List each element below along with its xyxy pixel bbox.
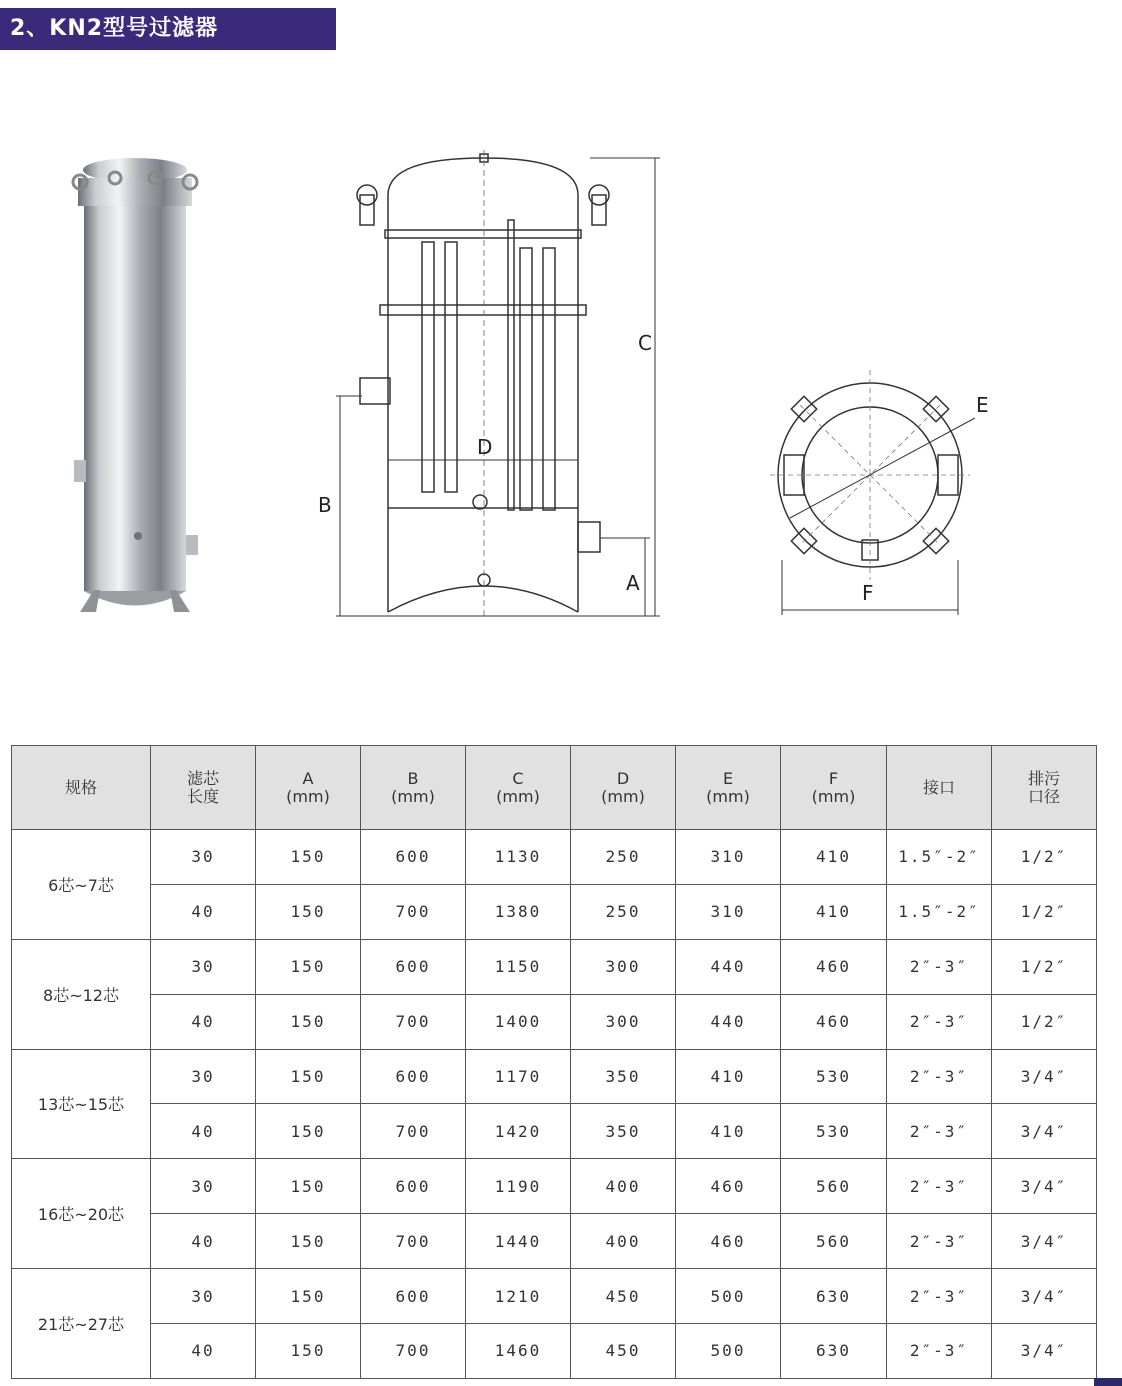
table-cell: 530 <box>781 1104 887 1159</box>
table-cell: 40 <box>151 1214 256 1269</box>
table-cell: 150 <box>256 1049 361 1104</box>
table-header-cell <box>466 746 571 830</box>
table-cell: 1130 <box>466 830 571 885</box>
table-cell: 450 <box>571 1324 676 1379</box>
table-cell: 150 <box>256 939 361 994</box>
table-cell: 3/4″ <box>992 1104 1097 1159</box>
table-cell: 450 <box>571 1269 676 1324</box>
table-header-row <box>12 746 1097 830</box>
table-cell: 700 <box>361 884 466 939</box>
table-cell: 2″-3″ <box>887 994 992 1049</box>
page-title: 2、KN2型号过滤器 <box>0 8 336 50</box>
table-cell: 150 <box>256 994 361 1049</box>
table-cell: 40 <box>151 1104 256 1159</box>
table-cell: 3/4″ <box>992 1269 1097 1324</box>
table-cell: 40 <box>151 1324 256 1379</box>
product-photo <box>60 150 210 620</box>
page-corner-mark <box>1094 1378 1122 1386</box>
table-cell: 1/2″ <box>992 994 1097 1049</box>
table-cell: 30 <box>151 939 256 994</box>
spec-group-cell: 13芯~15芯 <box>12 1049 151 1159</box>
header-label: 规格 <box>64 777 97 797</box>
table-cell: 3/4″ <box>992 1214 1097 1269</box>
table-cell: 2″-3″ <box>887 1214 992 1269</box>
table-cell: 1.5″-2″ <box>887 884 992 939</box>
table-cell: 3/4″ <box>992 1159 1097 1214</box>
table-cell: 2″-3″ <box>887 1269 992 1324</box>
table-cell: 30 <box>151 1269 256 1324</box>
spec-group-cell: 8芯~12芯 <box>12 939 151 1049</box>
table-cell: 1170 <box>466 1049 571 1104</box>
header-label: B <box>407 768 419 788</box>
dimension-label-e: E <box>976 393 989 417</box>
table-cell: 410 <box>676 1104 781 1159</box>
table-cell: 1380 <box>466 884 571 939</box>
table-row <box>12 994 1097 1049</box>
table-cell: 1400 <box>466 994 571 1049</box>
header-label: 滤芯长度 <box>186 768 219 806</box>
table-row <box>12 939 1097 994</box>
table-cell: 350 <box>571 1049 676 1104</box>
table-cell: 150 <box>256 1324 361 1379</box>
table-cell: 1440 <box>466 1214 571 1269</box>
table-cell: 600 <box>361 939 466 994</box>
header-label: E <box>722 768 734 788</box>
table-cell: 700 <box>361 1324 466 1379</box>
table-cell: 3/4″ <box>992 1049 1097 1104</box>
spec-group-cell: 16芯~20芯 <box>12 1159 151 1269</box>
spec-group-cell: 6芯~7芯 <box>12 830 151 940</box>
table-cell: 600 <box>361 830 466 885</box>
header-unit: (mm) <box>496 786 540 806</box>
table-cell: 2″-3″ <box>887 939 992 994</box>
table-cell: 630 <box>781 1324 887 1379</box>
table-cell: 1150 <box>466 939 571 994</box>
table-cell: 150 <box>256 830 361 885</box>
table-cell: 460 <box>676 1214 781 1269</box>
table-cell: 460 <box>676 1159 781 1214</box>
table-header-cell <box>12 746 151 830</box>
header-unit: (mm) <box>811 786 856 806</box>
table-cell: 630 <box>781 1269 887 1324</box>
table-cell: 350 <box>571 1104 676 1159</box>
table-cell: 300 <box>571 994 676 1049</box>
table-cell: 250 <box>571 830 676 885</box>
table-row <box>12 1159 1097 1214</box>
table-cell: 40 <box>151 884 256 939</box>
spec-table <box>11 745 1097 1379</box>
header-unit: (mm) <box>601 786 645 806</box>
header-label: D <box>616 768 630 788</box>
table-row <box>12 830 1097 885</box>
table-header-cell <box>361 746 466 830</box>
table-cell: 500 <box>676 1269 781 1324</box>
table-row <box>12 1104 1097 1159</box>
header-unit: (mm) <box>706 786 750 806</box>
dimension-label-f: F <box>862 581 874 605</box>
table-row <box>12 1269 1097 1324</box>
table-cell: 310 <box>676 830 781 885</box>
table-header-cell <box>887 746 992 830</box>
table-cell: 560 <box>781 1159 887 1214</box>
table-cell: 410 <box>781 830 887 885</box>
table-cell: 1460 <box>466 1324 571 1379</box>
table-cell: 1/2″ <box>992 830 1097 885</box>
table-cell: 400 <box>571 1159 676 1214</box>
table-cell: 1.5″-2″ <box>887 830 992 885</box>
front-elevation-diagram <box>300 150 680 630</box>
table-cell: 1/2″ <box>992 884 1097 939</box>
table-cell: 560 <box>781 1214 887 1269</box>
table-cell: 2″-3″ <box>887 1104 992 1159</box>
table-cell: 700 <box>361 994 466 1049</box>
table-cell: 30 <box>151 1159 256 1214</box>
table-cell: 700 <box>361 1214 466 1269</box>
header-label: F <box>828 768 839 788</box>
table-cell: 150 <box>256 1269 361 1324</box>
table-cell: 300 <box>571 939 676 994</box>
header-label: C <box>512 768 524 788</box>
table-cell: 1210 <box>466 1269 571 1324</box>
table-cell: 1/2″ <box>992 939 1097 994</box>
header-label: A <box>302 768 314 788</box>
table-cell: 30 <box>151 830 256 885</box>
table-header-cell <box>256 746 361 830</box>
table-header-cell <box>676 746 781 830</box>
table-body <box>12 830 1097 1379</box>
table-cell: 150 <box>256 1159 361 1214</box>
dimension-label-c: C <box>638 331 652 355</box>
table-cell: 2″-3″ <box>887 1049 992 1104</box>
table-cell: 3/4″ <box>992 1324 1097 1379</box>
table-cell: 600 <box>361 1159 466 1214</box>
table-row <box>12 1049 1097 1104</box>
dimension-label-d: D <box>477 435 493 459</box>
table-header-cell <box>781 746 887 830</box>
table-cell: 150 <box>256 884 361 939</box>
top-view-diagram <box>760 360 1020 630</box>
table-cell: 150 <box>256 1214 361 1269</box>
table-header-cell <box>571 746 676 830</box>
header-label: 接口 <box>922 777 955 797</box>
table-cell: 410 <box>676 1049 781 1104</box>
dimension-label-b: B <box>318 493 332 517</box>
table-cell: 440 <box>676 939 781 994</box>
header-label: 排污口径 <box>1027 768 1060 806</box>
table-cell: 500 <box>676 1324 781 1379</box>
table-row <box>12 1214 1097 1269</box>
table-cell: 1190 <box>466 1159 571 1214</box>
table-row <box>12 1324 1097 1379</box>
table-cell: 460 <box>781 939 887 994</box>
table-cell: 400 <box>571 1214 676 1269</box>
header-unit: (mm) <box>391 786 435 806</box>
table-cell: 30 <box>151 1049 256 1104</box>
table-cell: 1420 <box>466 1104 571 1159</box>
table-cell: 530 <box>781 1049 887 1104</box>
header-unit: (mm) <box>286 786 330 806</box>
table-cell: 440 <box>676 994 781 1049</box>
table-cell: 700 <box>361 1104 466 1159</box>
table-row <box>12 884 1097 939</box>
table-cell: 2″-3″ <box>887 1324 992 1379</box>
dimension-label-a: A <box>626 571 640 595</box>
table-cell: 250 <box>571 884 676 939</box>
table-cell: 460 <box>781 994 887 1049</box>
table-cell: 310 <box>676 884 781 939</box>
table-cell: 600 <box>361 1049 466 1104</box>
table-header-cell <box>992 746 1097 830</box>
table-cell: 2″-3″ <box>887 1159 992 1214</box>
spec-group-cell: 21芯~27芯 <box>12 1269 151 1379</box>
table-cell: 40 <box>151 994 256 1049</box>
table-cell: 150 <box>256 1104 361 1159</box>
table-cell: 410 <box>781 884 887 939</box>
table-header-cell <box>151 746 256 830</box>
table-cell: 600 <box>361 1269 466 1324</box>
